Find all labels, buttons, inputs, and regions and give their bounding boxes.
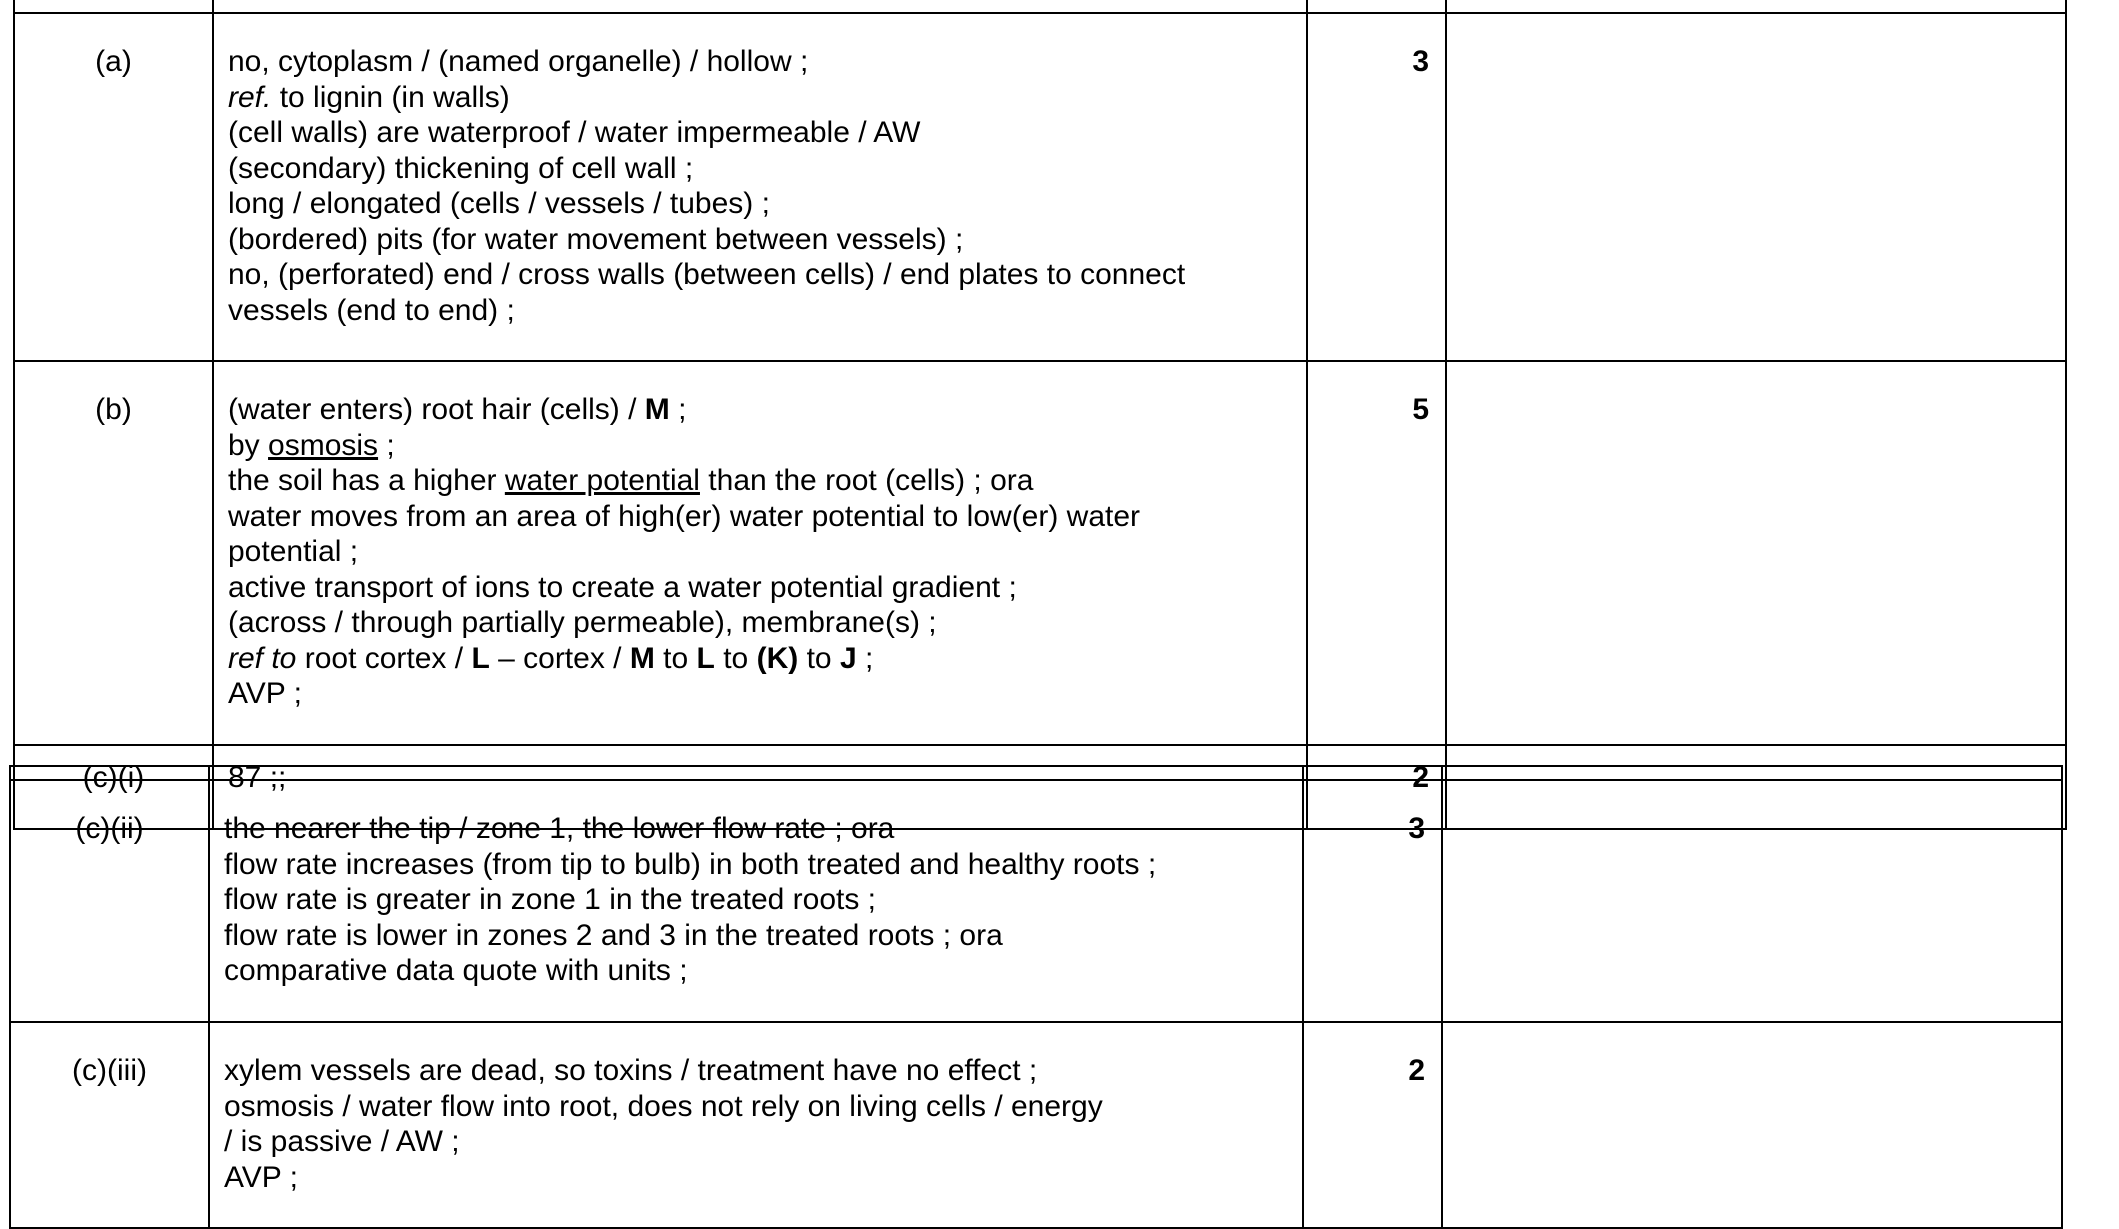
answer-text: the soil has a higher [228,464,505,497]
answer-text: – cortex / [489,641,630,675]
answer-text: to lignin (in walls) [271,80,510,114]
answer-text: by [228,428,269,462]
answer-line [224,1124,1302,1160]
answer-cell [213,13,1307,361]
answer-text: M [644,393,670,426]
marks-cell: 3 [1303,780,1442,1022]
answer-text: no, (perforated) end / cross walls (between cells) / end plates to connect [228,258,1186,291]
answer-line [224,882,1302,918]
answer-text: AVP ; [228,677,302,710]
answer-text: to [798,641,840,675]
answer-text: L [696,641,715,675]
answer-text: comparative data quote with units ; [224,954,688,987]
answer-text: flow rate is greater in zone 1 in the treated roots ; [224,883,877,916]
table-header-strip [14,0,2066,13]
answer-text: (across / through partially permeable), membrane(s) ; [228,606,937,639]
answer-text: (bordered) pits (for water movement between vessels) ; [228,222,964,256]
answer-text: AVP ; [224,1160,298,1194]
answer-text: potential ; [228,535,359,568]
answer-line [228,428,1306,464]
answer-text: (water enters) root hair (cells) / [228,393,645,426]
mark-scheme-table-1 [13,0,2067,830]
answer-text: vessels (end to end) ; [228,293,515,327]
table-row [14,13,2066,361]
answer-line [228,44,1306,80]
answer-text: ref to [228,641,297,675]
answer-line [224,811,1302,847]
answer-text: than the root (cells) ; ora [699,464,1034,497]
answer-cell [213,361,1307,745]
marks-cell: 3 [1307,13,1446,361]
answer-text: flow rate is lower in zones 2 and 3 in the treated roots ; ora [224,918,1003,952]
answer-text: (cell walls) are waterproof / water impermeable / AW [228,116,921,149]
answer-text: (secondary) thickening of cell wall ; [228,151,694,185]
answer-line [228,570,1306,606]
answer-text: osmosis [268,428,379,462]
answer-line [228,115,1306,151]
answer-cell [209,780,1303,1022]
answer-text: 87 ;; [228,761,287,794]
answer-text: J [839,641,857,675]
answer-text: / is passive / AW ; [224,1125,460,1158]
answer-line [224,1053,1302,1089]
answer-line [224,1089,1302,1125]
answer-text: ; [669,393,687,426]
answer-text: ref. [228,80,272,114]
answer-text: ; [378,428,395,462]
answer-line [228,641,1306,677]
answer-text: no, cytoplasm / (named organelle) / hollow ; [228,45,809,78]
answer-text: water moves from an area of high(er) water potential to low(er) water [228,499,1141,533]
question-number: (c)(i) [14,745,213,829]
answer-line [228,80,1306,116]
answer-text: root cortex / [296,641,472,675]
answer-text: active transport of ions to create a water potential gradient ; [228,570,1017,604]
mark-scheme-table-2 [9,765,2063,1229]
answer-line [224,847,1302,883]
answer-line [228,463,1306,499]
answer-text: long / elongated (cells / vessels / tubes) ; [228,187,770,220]
question-number: (c)(ii) [10,780,209,1022]
question-number: (b) [14,361,213,745]
answer-text: M [629,641,655,675]
answer-line [228,186,1306,222]
guidance-cell [1446,361,2066,745]
answer-line [224,1160,1302,1196]
table-header-strip [10,766,2062,780]
answer-line [228,151,1306,187]
answer-text: osmosis / water flow into root, does not rely on living cells / energy [224,1089,1103,1123]
answer-line [228,499,1306,535]
answer-text: flow rate increases (from tip to bulb) in both treated and healthy roots ; [224,847,1157,881]
answer-text: water potential [504,464,700,497]
answer-text: the nearer the tip / zone 1, the lower flow rate ; ora [224,812,895,845]
table-row [10,780,2062,1022]
marks-cell: 2 [1307,745,1446,829]
guidance-cell [1442,1022,2062,1228]
answer-text: xylem vessels are dead, so toxins / treatment have no effect ; [224,1054,1038,1087]
answer-text: to [714,641,757,675]
answer-text: ; [856,641,874,675]
answer-line [228,257,1306,293]
answer-line [228,392,1306,428]
marks-cell: 5 [1307,361,1446,745]
table-row [10,1022,2062,1228]
answer-line [228,534,1306,570]
question-number: (a) [14,13,213,361]
marks-cell: 2 [1303,1022,1442,1228]
answer-line [228,605,1306,641]
answer-line [224,953,1302,989]
answer-line [228,676,1306,712]
table-row [14,361,2066,745]
answer-line [228,222,1306,258]
guidance-cell [1442,780,2062,1022]
answer-line [224,918,1302,954]
answer-line [228,293,1306,329]
guidance-cell [1446,13,2066,361]
question-number: (c)(iii) [10,1022,209,1228]
answer-text: (K) [756,641,799,675]
answer-text: L [471,641,490,675]
answer-text: to [654,641,697,675]
answer-cell [209,1022,1303,1228]
